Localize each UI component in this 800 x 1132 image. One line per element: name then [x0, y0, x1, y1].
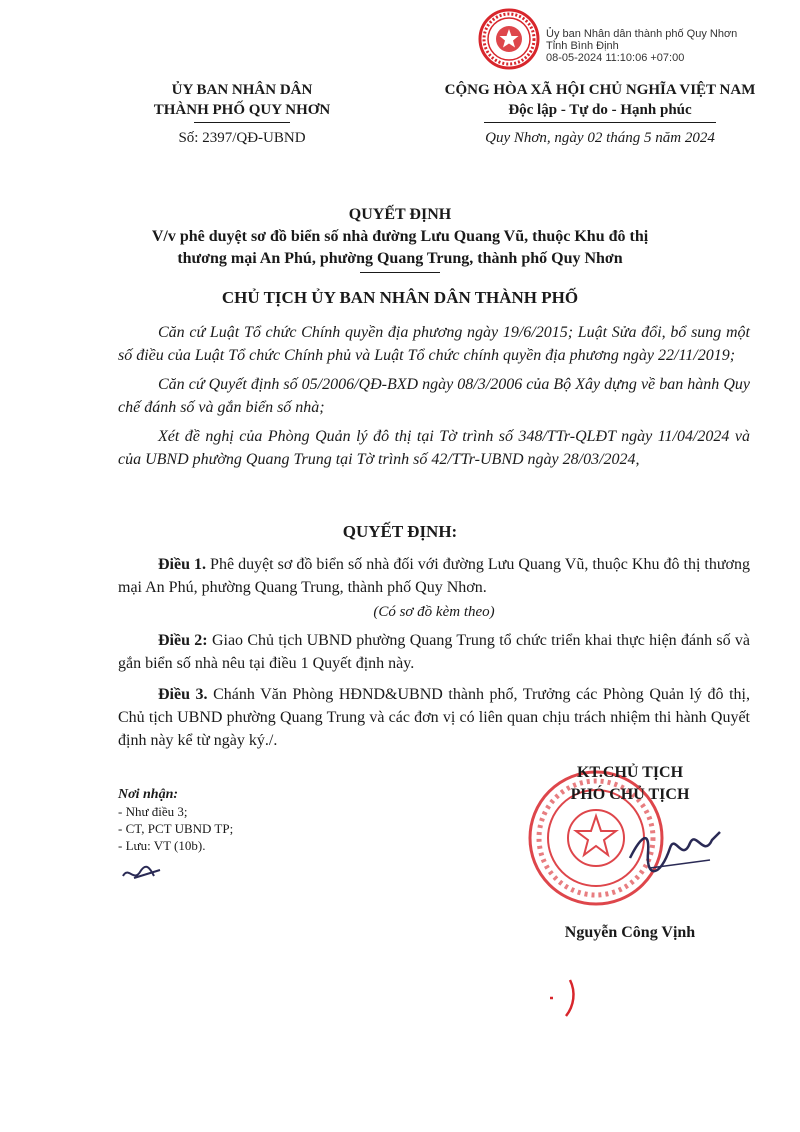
article-3-text: Chánh Văn Phòng HĐND&UBND thành phố, Trưởng các Phòng Quản lý đô thị, Chủ tịch UBND phường Quang Trung và các đơn vị có liên quan chịu trách nhiệm thi hành Quyết định này kể từ ngày ký./.	[118, 686, 750, 749]
signer-role-2: PHÓ CHỦ TỊCH	[570, 786, 690, 803]
article-3-label: Điều 3.	[158, 686, 208, 703]
articles	[118, 553, 750, 752]
article-2-label: Điều 2:	[158, 632, 208, 649]
subject-line-1: V/v phê duyệt sơ đồ biển số nhà đường Lưu Quang Vũ, thuộc Khu đô thị	[151, 228, 649, 245]
org-underline	[194, 122, 290, 123]
issuing-authority: CHỦ TỊCH ỦY BAN NHÂN DÂN THÀNH PHỐ	[221, 288, 579, 307]
national-header	[410, 80, 790, 120]
basis-1: Căn cứ Luật Tổ chức Chính quyền địa phương ngày 19/6/2015; Luật Sửa đổi, bổ sung một số điều của Luật Tổ chức Chính phủ và Luật Tổ chức chính quyền địa phương ngày 22/11/2019;	[118, 324, 750, 364]
legal-bases	[118, 321, 750, 471]
document-number: Số: 2397/QĐ-UBND	[178, 130, 306, 146]
signer-title	[510, 762, 750, 806]
subject-line-2: thương mại An Phú, phường Quang Trung, thành phố Quy Nhơn	[177, 250, 623, 267]
basis-3: Xét đề nghị của Phòng Quản lý đô thị tại Tờ trình số 348/TTr-QLĐT ngày 11/04/2024 và của UBND phường Quang Trung tại Tờ trình số 42/TTr-UBND ngày 28/03/2024,	[118, 428, 750, 468]
recipient-item: - CT, PCT UBND TP;	[118, 821, 234, 836]
nation-name: CỘNG HÒA XÃ HỘI CHỦ NGHĨA VIỆT NAM	[444, 82, 756, 98]
attachment-note: (Có sơ đồ kèm theo)	[373, 604, 495, 620]
article-3	[118, 683, 750, 752]
org-line-2: THÀNH PHỐ QUY NHƠN	[153, 102, 331, 118]
signer-role-1: KT.CHỦ TỊCH	[576, 764, 684, 781]
place-and-date: Quy Nhơn, ngày 02 tháng 5 năm 2024	[485, 130, 715, 146]
digital-signature-province: Tỉnh Bình Định	[546, 40, 619, 52]
digital-seal-icon	[478, 8, 540, 70]
article-2	[118, 629, 750, 675]
digital-signature-info	[546, 28, 786, 64]
recipient-item: - Như điều 3;	[118, 804, 188, 819]
national-motto: Độc lập - Tự do - Hạnh phúc	[508, 102, 692, 118]
basis-2: Căn cứ Quyết định số 05/2006/QĐ-BXD ngày 08/3/2006 của Bộ Xây dựng về ban hành Quy chế đánh số và gắn biển số nhà;	[118, 376, 750, 416]
document-title	[60, 204, 740, 270]
article-1	[118, 553, 750, 599]
issuing-organization	[112, 80, 372, 120]
digital-signature-timestamp: 08-05-2024 11:10:06 +07:00	[546, 52, 685, 64]
handwritten-signature-icon	[620, 818, 730, 888]
document-type: QUYẾT ĐỊNH	[348, 206, 452, 223]
signer-name: Nguyễn Công Vịnh	[564, 924, 696, 941]
recipients-heading: Nơi nhận:	[118, 787, 179, 802]
initials-scribble-icon	[120, 862, 164, 884]
title-underline	[360, 272, 440, 273]
article-2-text: Giao Chủ tịch UBND phường Quang Trung tổ chức triển khai thực hiện đánh số và gắn biển số nhà nêu tại điều 1 Quyết định này.	[118, 632, 751, 672]
decide-heading: QUYẾT ĐỊNH:	[342, 522, 458, 541]
article-1-text: Phê duyệt sơ đồ biển số nhà đối với đường Lưu Quang Vũ, thuộc Khu đô thị thương mại An Phú, phường Quang Trung, thành phố Quy Nhơn.	[118, 556, 751, 596]
article-1-label: Điều 1.	[158, 556, 207, 573]
recipient-item: - Lưu: VT (10b).	[118, 838, 206, 853]
red-mark-icon	[544, 976, 584, 1020]
org-line-1: ỦY BAN NHÂN DÂN	[171, 82, 313, 98]
recipients	[118, 786, 378, 854]
motto-underline	[484, 122, 716, 123]
digital-signature-signer: Ủy ban Nhân dân thành phố Quy Nhơn	[546, 28, 738, 40]
